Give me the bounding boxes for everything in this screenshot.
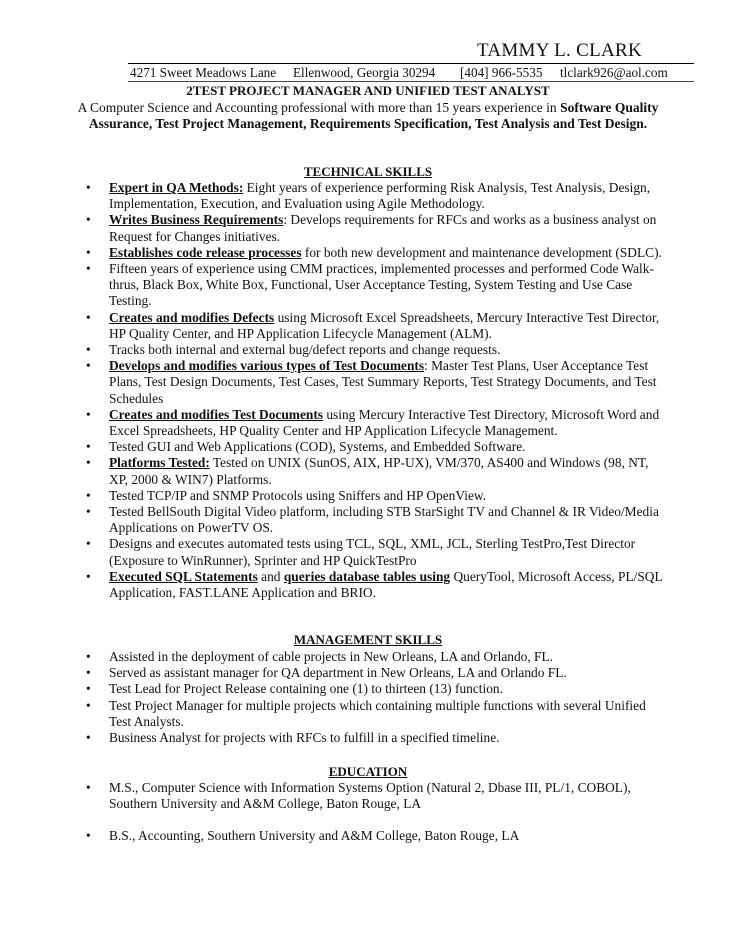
bullet-glyph: •	[86, 455, 91, 471]
item-lead: Creates and modifies Test Documents	[109, 406, 324, 422]
bullet-glyph: •	[86, 212, 91, 228]
bullet-glyph: •	[86, 261, 91, 277]
list-item	[86, 665, 666, 681]
list-item	[86, 536, 666, 568]
item-text: for both new development and maintenance development (SDLC).	[301, 244, 662, 260]
bullet-glyph: •	[86, 697, 91, 713]
list-item	[86, 488, 666, 504]
item-lead: Develops and modifies various types of Test Documents	[109, 358, 425, 374]
technical-skills-list	[86, 180, 666, 601]
list-item	[86, 342, 666, 358]
bullet-glyph: •	[86, 665, 91, 681]
item-text: and	[257, 568, 284, 584]
bullet-glyph: •	[86, 342, 91, 358]
item-text: Assisted in the deployment of cable projects in New Orleans, LA and Orlando, FL.	[109, 649, 554, 664]
phone-number: [404] 966-5535	[460, 65, 543, 80]
bullet-glyph: •	[86, 180, 91, 195]
summary-bold: Software Quality Assurance, Test Project Management, Requirements Specification, Test Analysis and Test Design.	[88, 100, 659, 131]
list-item	[86, 681, 666, 697]
item-text: Designs and executes automated tests using TCL, SQL, XML, JCL, Sterling TestPro,Test Director (Exposure to WinRunner), Sprinter and HP QuickTestPro	[109, 536, 636, 568]
bullet-glyph: •	[86, 504, 91, 520]
item-text: : Master Test Plans, User Acceptance Test Plans, Test Design Documents, Test Cases, Test Summary Reports, Test Strategy Documents, and Test Schedules	[109, 358, 657, 406]
item-lead-2: queries database tables using	[283, 568, 451, 584]
bullet-glyph: •	[86, 439, 91, 455]
list-item	[86, 245, 666, 261]
item-text: Business Analyst for projects with RFCs to fulfill in a specified timeline.	[109, 730, 500, 746]
bullet-glyph: •	[86, 730, 91, 746]
summary-text: A Computer Science and Accounting professional with more than 15 years experience in	[77, 100, 561, 115]
item-text: Tested BellSouth Digital Video platform, including STB StarSight TV and Channel & IR Video/Media Applications on PowerTV OS.	[109, 504, 659, 536]
street-address: 4271 Sweet Meadows Lane	[130, 65, 277, 80]
list-item	[86, 698, 666, 730]
management-skills-title: MANAGEMENT SKILLS	[293, 632, 443, 647]
bullet-glyph: •	[86, 649, 91, 664]
bullet-glyph: •	[86, 406, 91, 422]
item-lead: Creates and modifies Defects	[109, 309, 275, 325]
summary	[70, 100, 666, 132]
bullet-glyph: •	[86, 309, 91, 325]
technical-skills-title: TECHNICAL SKILLS	[303, 164, 433, 179]
list-item	[86, 730, 666, 746]
applicant-name: TAMMY L. CLARK	[476, 40, 642, 61]
list-item	[86, 455, 666, 487]
item-text: M.S., Computer Science with Information Systems Option (Natural 2, Dbase III, PL/1, COBOL), Southern University and A&M College, Baton Rouge, LA	[109, 780, 631, 812]
item-lead: Platforms Tested:	[109, 455, 210, 471]
list-item	[86, 358, 666, 407]
bullet-glyph: •	[86, 681, 91, 697]
item-text: Tested GUI and Web Applications (COD), Systems, and Embedded Software.	[109, 439, 526, 455]
item-text: Fifteen years of experience using CMM practices, implemented processes and performed Code Walk-thrus, Black Box, White Box, Functional, User Acceptance Testing, System Testing and Use Case Testing.	[109, 261, 654, 309]
item-lead: Expert in QA Methods:	[109, 180, 244, 195]
bullet-glyph: •	[86, 244, 91, 260]
city-state-zip: Ellenwood, Georgia 30294	[293, 65, 436, 80]
item-lead: Executed SQL Statements	[109, 568, 258, 584]
education-list	[86, 780, 666, 845]
list-item	[86, 180, 666, 212]
item-text: Served as assistant manager for QA department in New Orleans, LA and Orlando FL.	[109, 665, 567, 681]
bullet-glyph: •	[86, 536, 91, 552]
item-text: using Mercury Interactive Test Directory, Microsoft Word and Excel Spreadsheets, HP Quality Center and HP Application Lifecycle Management.	[109, 406, 660, 439]
list-item	[86, 310, 666, 342]
email-address: tlclark926@aol.com	[560, 65, 668, 80]
item-text: B.S., Accounting, Southern University and A&M College, Baton Rouge, LA	[109, 828, 520, 844]
item-text: : Develops requirements for RFCs and works as a business analyst on Request for Changes initiatives.	[109, 212, 657, 244]
list-item	[86, 439, 666, 455]
list-item	[86, 828, 666, 844]
education-title: EDUCATION	[328, 764, 408, 779]
item-text: Tracks both internal and external bug/defect reports and change requests.	[109, 342, 501, 358]
item-text: Tested on UNIX (SunOS, AIX, HP-UX), VM/370, AS400 and Windows (98, NT, XP, 2000 & WIN7) Platforms.	[109, 455, 649, 487]
bullet-glyph: •	[86, 568, 91, 584]
item-text: Test Project Manager for multiple projects which containing multiple functions with several Unified Test Analysts.	[109, 697, 646, 729]
item-text: Eight years of experience performing Risk Analysis, Test Analysis, Design, Implementation, Execution, and Evaluation using Agile Methodology.	[109, 180, 651, 212]
list-item	[86, 212, 666, 244]
bullet-glyph: •	[86, 358, 91, 374]
item-lead: Writes Business Requirements	[109, 212, 284, 228]
item-text-2: QueryTool, Microsoft Access, PL/SQL Application, FAST.LANE Application and BRIO.	[109, 568, 663, 601]
bullet-glyph: •	[86, 487, 91, 503]
headline: 2TEST PROJECT MANAGER AND UNIFIED TEST ANALYST	[186, 83, 550, 98]
list-item	[86, 504, 666, 536]
management-skills-list	[86, 649, 666, 746]
item-text: Tested TCP/IP and SNMP Protocols using Sniffers and HP OpenView.	[109, 487, 487, 503]
bullet-glyph: •	[86, 780, 91, 795]
item-text: using Microsoft Excel Spreadsheets, Mercury Interactive Test Director, HP Quality Center, and HP Application Lifecycle Management (ALM).	[109, 309, 660, 341]
list-item	[86, 569, 666, 601]
list-item	[86, 780, 666, 812]
list-item	[86, 261, 666, 310]
contact-line	[128, 63, 694, 82]
item-lead: Establishes code release processes	[109, 244, 302, 260]
item-text: Test Lead for Project Release containing one (1) to thirteen (13) function.	[109, 681, 503, 697]
bullet-glyph: •	[86, 828, 91, 844]
list-item	[86, 649, 666, 665]
list-item	[86, 407, 666, 439]
